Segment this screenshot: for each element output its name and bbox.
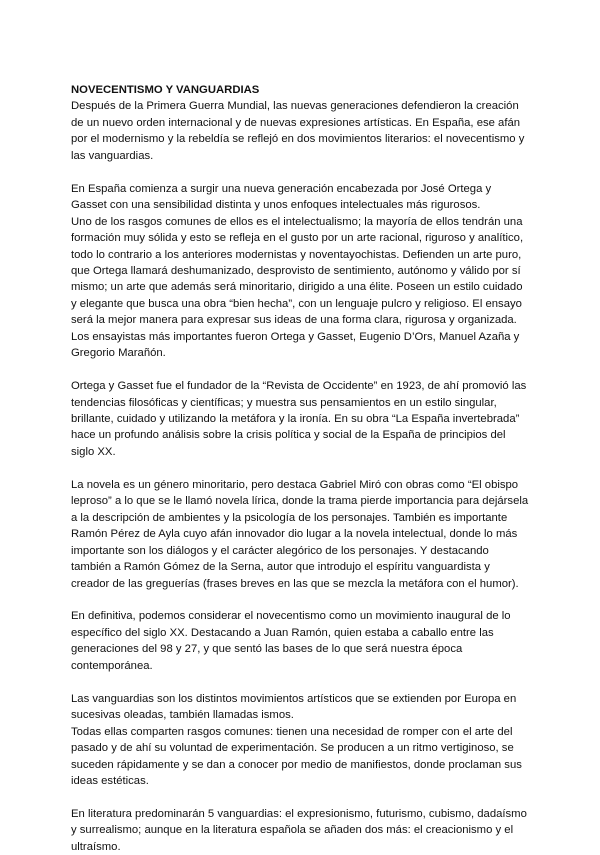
- paragraph-vanguards-list: En literatura predominarán 5 vanguardias: el expresionismo, futurismo, cubismo, dadaísmo y surrealismo; aunque en la literatura española se añaden dos más: el creacionismo y el ultraísmo.: [71, 807, 527, 853]
- document-title: NOVECENTISMO Y VANGUARDIAS: [71, 84, 260, 96]
- paragraph-new-generation: En España comienza a surgir una nueva generación encabezada por José Ortega y Gasset con una sensibilidad distinta y unos enfoques intelectuales más rigurosos.: [71, 182, 492, 212]
- document-page: [71, 82, 529, 855]
- paragraph-conclusion: En definitiva, podemos considerar el novecentismo como un movimiento inaugural de lo específico del siglo XX. Destacando a Juan Ramón, quien estaba a caballo entre las generaciones del 98 y 27, y que sentó las bases de lo que será nuestra época contemporánea.: [71, 610, 511, 672]
- paragraph-vanguards-intro: Las vanguardias son los distintos movimientos artísticos que se extienden por Europa en sucesivas oleadas, también llamadas ismos.: [71, 692, 517, 722]
- paragraph-intro: Después de la Primera Guerra Mundial, las nuevas generaciones defendieron la creación de un nuevo orden internacional y de nuevas expresiones artísticas. En España, ese afán por el modernismo y la rebeldía se reflejó en dos movimientos literarios: el novecentismo y las vanguardias.: [71, 100, 525, 162]
- paragraph-ortega: Ortega y Gasset fue el fundador de la “Revista de Occidente” en 1923, de ahí promovió las tendencias filosóficas y científicas; y muestra sus pensamientos en un estilo singular, brillante, cuidado y utilizando la metáfora y la ironía. En su obra “La España invertebrada” hace un profundo análisis sobre la crisis política y social de la España de principios del siglo XX.: [71, 380, 527, 458]
- paragraph-intellectualism: Uno de los rasgos comunes de ellos es el intelectualismo; la mayoría de ellos tendrán una formación muy sólida y esto se refleja en el gusto por un arte racional, riguroso y analítico, todo lo contrario a los anteriores modernistas y noventayochistas. Defienden un arte puro, que Ortega llamará deshumanizado, desprovisto de sentimiento, autónomo y válido por sí mismo; un arte que además será minoritario, dirigido a una élite. Poseen un estilo cuidado y elegante que busca una obra “bien hecha”, con un lenguaje pulcro y religioso. El ensayo será la mejor manera para expresar sus ideas de una forma clara, rigurosa y organizada. Los ensayistas más importantes fueron Ortega y Gasset, Eugenio D’Ors, Manuel Azaña y Gregorio Marañón.: [71, 215, 524, 360]
- paragraph-novel: La novela es un género minoritario, pero destaca Gabriel Miró con obras como “El obispo leproso” a lo que se le llamó novela lírica, donde la trama pierde importancia para dejársela a la descripción de ambientes y la psicología de los personajes. También es importante Ramón Pérez de Ayla cuyo afán innovador dio lugar a la novela intelectual, donde lo más importante son los diálogos y el carácter alegórico de los personajes. Y destacando también a Ramón Gómez de la Serna, autor que introdujo el espíritu vanguardista y creador de las greguerías (frases breves en las que se mezcla la metáfora con el humor).: [71, 478, 529, 590]
- paragraph-vanguards-traits: Todas ellas comparten rasgos comunes: tienen una necesidad de romper con el arte del pasado y de ahí su voluntad de experimentación. Se producen a un ritmo vertiginoso, se suceden rápidamente y se dan a conocer por medio de manifiestos, donde proclaman sus ideas estéticas.: [71, 725, 522, 787]
